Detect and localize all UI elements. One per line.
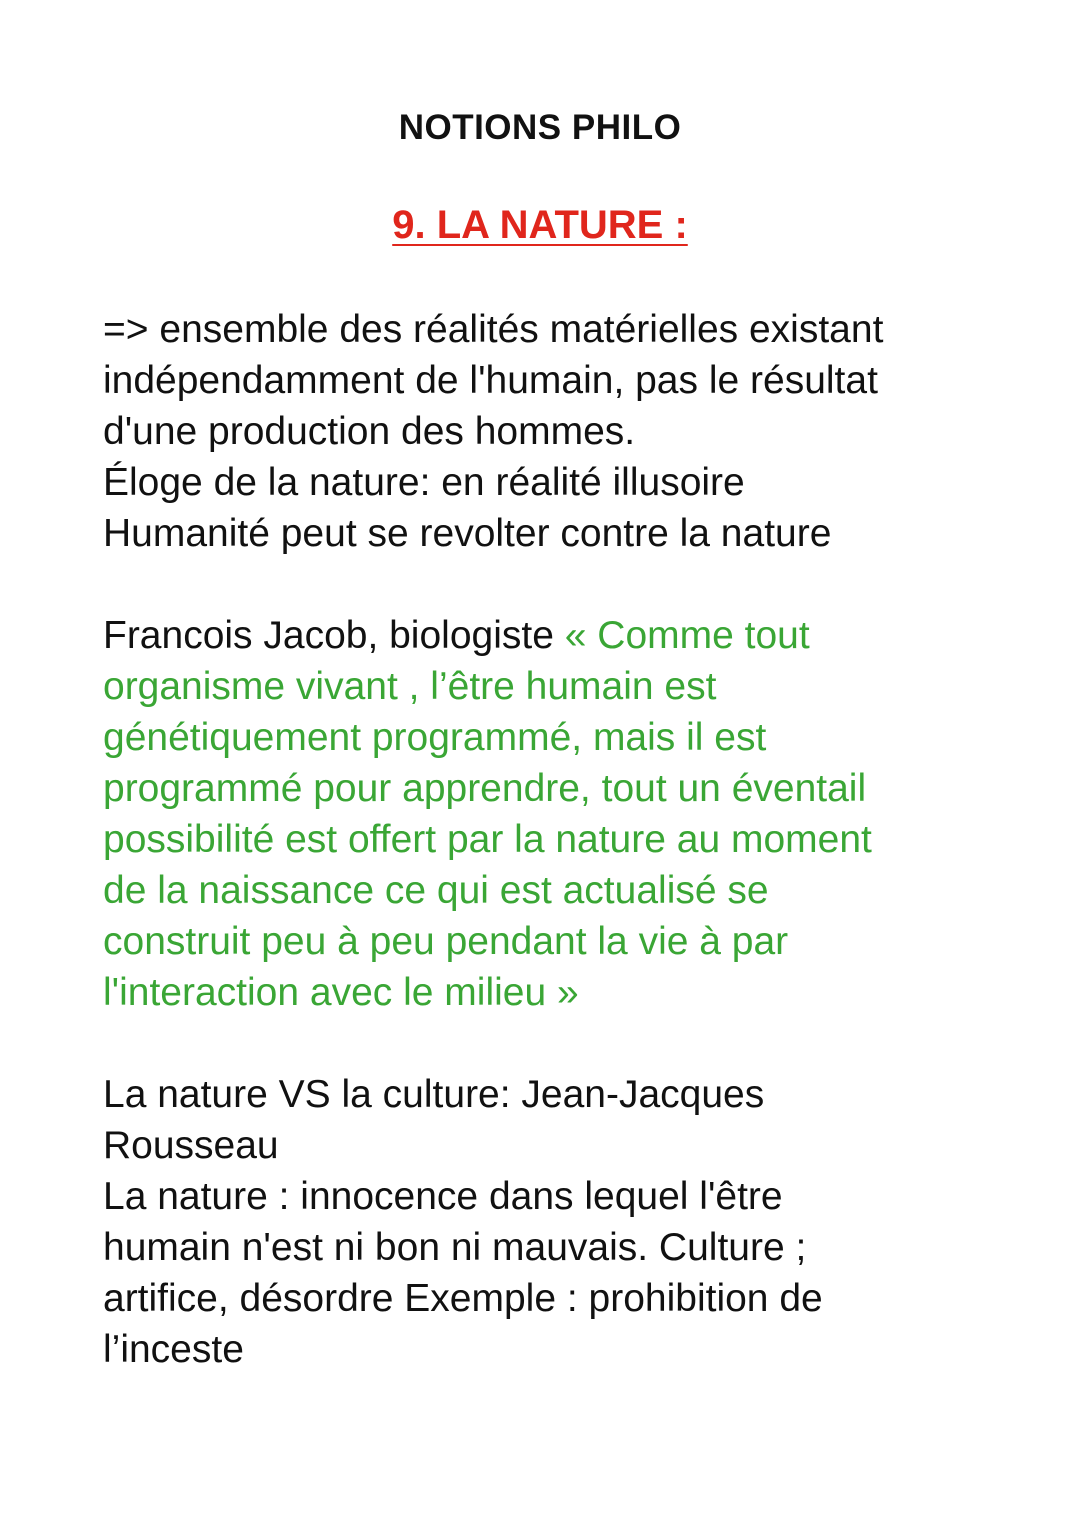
jacob-citation-line [103,610,1003,661]
eloge-line: Éloge de la nature: en réalité illusoire [103,461,745,504]
rousseau-line: l’inceste [103,1328,244,1371]
document-title: NOTIONS PHILO [398,108,682,147]
paragraph-gap [103,1018,1003,1069]
rousseau-line: artifice, désordre Exemple : prohibition de [103,1277,823,1320]
definition-line: d'une production des hommes. [103,410,636,453]
jacob-quote-line: programmé pour apprendre, tout un éventail [103,767,867,810]
revolte-line: Humanité peut se revolter contre la nature [103,512,832,555]
jacob-quote-line: organisme vivant , l’être humain est [103,665,717,708]
jacob-intro: Francois Jacob, biologiste [103,614,565,657]
jacob-quote-line: construit peu à peu pendant la vie à par [103,920,789,963]
definition-line: => ensemble des réalités matérielles existant [103,308,884,351]
document-body [103,304,1003,1375]
section-title: 9. LA NATURE : [392,203,688,247]
jacob-quote-line: possibilité est offert par la nature au moment [103,818,872,861]
rousseau-line: humain n'est ni bon ni mauvais. Culture ; [103,1226,807,1269]
jacob-quote-line: l'interaction avec le milieu » [103,971,579,1014]
definition-line: indépendamment de l'humain, pas le résultat [103,359,878,402]
jacob-quote-line: de la naissance ce qui est actualisé se [103,869,769,912]
paragraph-gap [103,559,1003,610]
rousseau-line: La nature VS la culture: Jean-Jacques [103,1073,765,1116]
rousseau-line: Rousseau [103,1124,279,1167]
jacob-quote-line: génétiquement programmé, mais il est [103,716,767,759]
jacob-quote-start: « Comme tout [564,614,810,657]
rousseau-line: La nature : innocence dans lequel l'être [103,1175,783,1218]
